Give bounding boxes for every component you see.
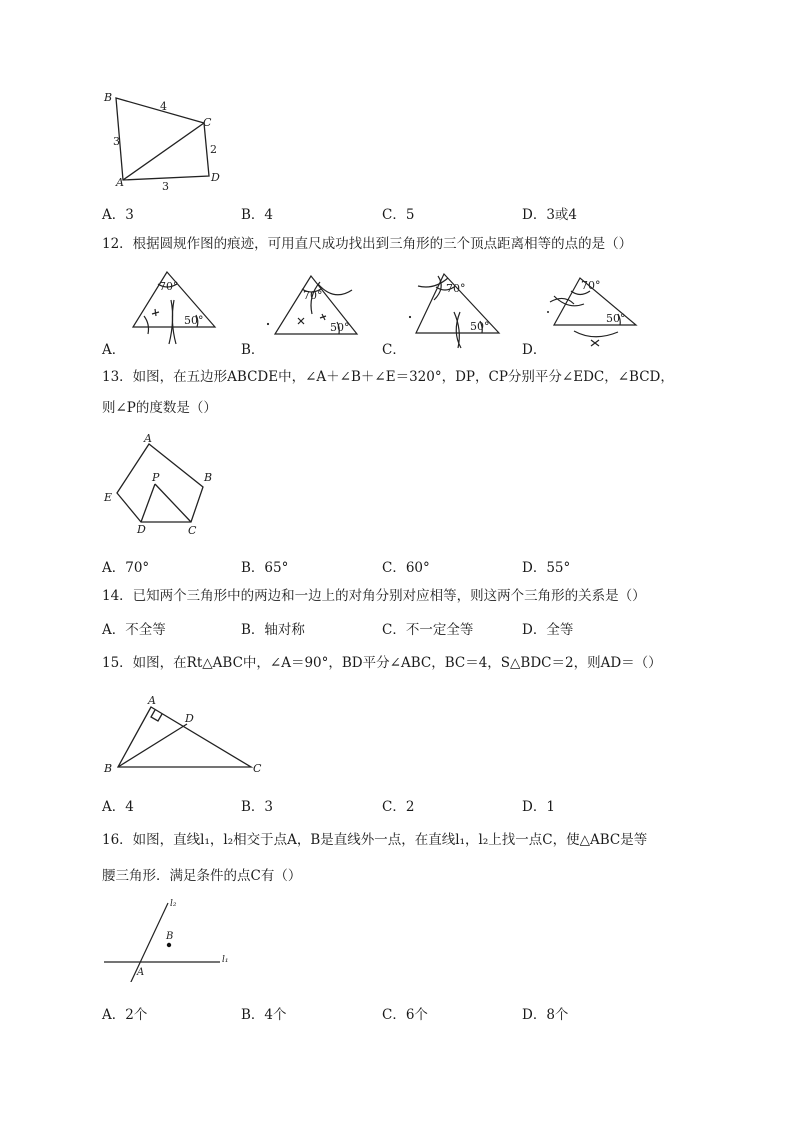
label-A: A [148, 694, 156, 707]
label-B: B [104, 91, 113, 104]
label-E: E [104, 491, 113, 504]
q16-option-b: B．4个 [241, 1007, 287, 1023]
q13-option-b: B．65° [241, 560, 289, 576]
angle-label-50: 50° [330, 321, 350, 334]
q13-pentagon-figure [100, 428, 220, 538]
q15-option-d: D．1 [522, 799, 555, 815]
side-label-bc: 4 [160, 100, 167, 113]
q11-option-d: D．3或4 [522, 207, 578, 223]
q13-stem-line1: 13．如图，在五边形ABCDE中，∠A＋∠B＋∠E＝320°，DP，CP分别平分∠EDC，∠BCD， [102, 369, 674, 385]
q12-option-d: D． [522, 342, 547, 358]
q16-stem-line2: 腰三角形．满足条件的点C有（） [102, 868, 302, 884]
label-C: C [188, 524, 197, 537]
q11-option-c: C．5 [382, 207, 415, 223]
label-B: B [204, 471, 213, 484]
label-B: B [166, 931, 174, 942]
angle-label-70: 70° [446, 282, 466, 295]
label-A: A [116, 176, 124, 189]
side-label-ad: 3 [162, 180, 169, 193]
angle-label-50: 50° [606, 312, 626, 325]
q12-option-c: C． [382, 342, 406, 358]
angle-label-50: 50° [184, 314, 204, 327]
label-C: C [203, 116, 212, 129]
q15-stem: 15．如图，在Rt△ABC中，∠A＝90°，BD平分∠ABC，BC＝4，S△BDC＝2，则AD＝（） [102, 655, 662, 671]
side-label-ab: 3 [113, 135, 120, 148]
q13-option-d: D．55° [522, 560, 571, 576]
q16-option-a: A．2个 [102, 1007, 148, 1023]
q12-figure-a [126, 268, 220, 350]
q12-option-a: A． [102, 342, 126, 358]
q15-option-b: B．3 [241, 799, 274, 815]
q11-quadrilateral-figure [100, 88, 230, 193]
q15-triangle-figure [100, 690, 270, 778]
q12-stem: 12．根据圆规作图的痕迹，可用直尺成功找出到三角形的三个顶点距离相等的点的是（） [102, 236, 633, 252]
q15-option-a: A．4 [102, 799, 134, 815]
q16-option-d: D．8个 [522, 1007, 569, 1023]
label-B: B [104, 762, 113, 775]
q14-stem: 14．已知两个三角形中的两边和一边上的对角分别对应相等，则这两个三角形的关系是（） [102, 588, 646, 604]
angle-label-70: 70° [159, 280, 179, 293]
q12-figure-d [544, 274, 640, 354]
label-P: P [152, 471, 160, 484]
angle-label-50: 50° [470, 320, 490, 333]
q12-option-b: B． [241, 342, 265, 358]
label-D: D [211, 171, 220, 184]
q11-option-a: A．3 [102, 207, 134, 223]
label-C: C [253, 762, 262, 775]
angle-label-70: 70° [303, 289, 323, 302]
q16-option-c: C．6个 [382, 1007, 428, 1023]
q14-option-c: C．不一定全等 [382, 622, 474, 638]
q16-lines-figure [100, 892, 240, 982]
label-D: D [185, 712, 194, 725]
side-label-cd: 2 [210, 143, 217, 156]
q14-option-a: A．不全等 [102, 622, 166, 638]
label-A: A [137, 967, 145, 978]
label-A: A [144, 432, 152, 445]
q13-stem-line2: 则∠P的度数是（） [102, 400, 217, 416]
q15-option-c: C．2 [382, 799, 415, 815]
q13-option-a: A．70° [102, 560, 150, 576]
q12-figure-c [404, 268, 508, 352]
q11-option-b: B．4 [241, 207, 274, 223]
label-l1: l₁ [222, 955, 229, 965]
label-l2: l₂ [170, 899, 177, 909]
q13-option-c: C．60° [382, 560, 430, 576]
label-D: D [137, 523, 146, 536]
q16-stem-line1: 16．如图，直线l₁，l₂相交于点A，B是直线外一点，在直线l₁，l₂上找一点C，使△ABC是等 [102, 832, 648, 848]
q12-figure-b [264, 272, 360, 342]
q14-option-d: D．全等 [522, 622, 574, 638]
q14-option-b: B．轴对称 [241, 622, 305, 638]
angle-label-70: 70° [581, 279, 601, 292]
